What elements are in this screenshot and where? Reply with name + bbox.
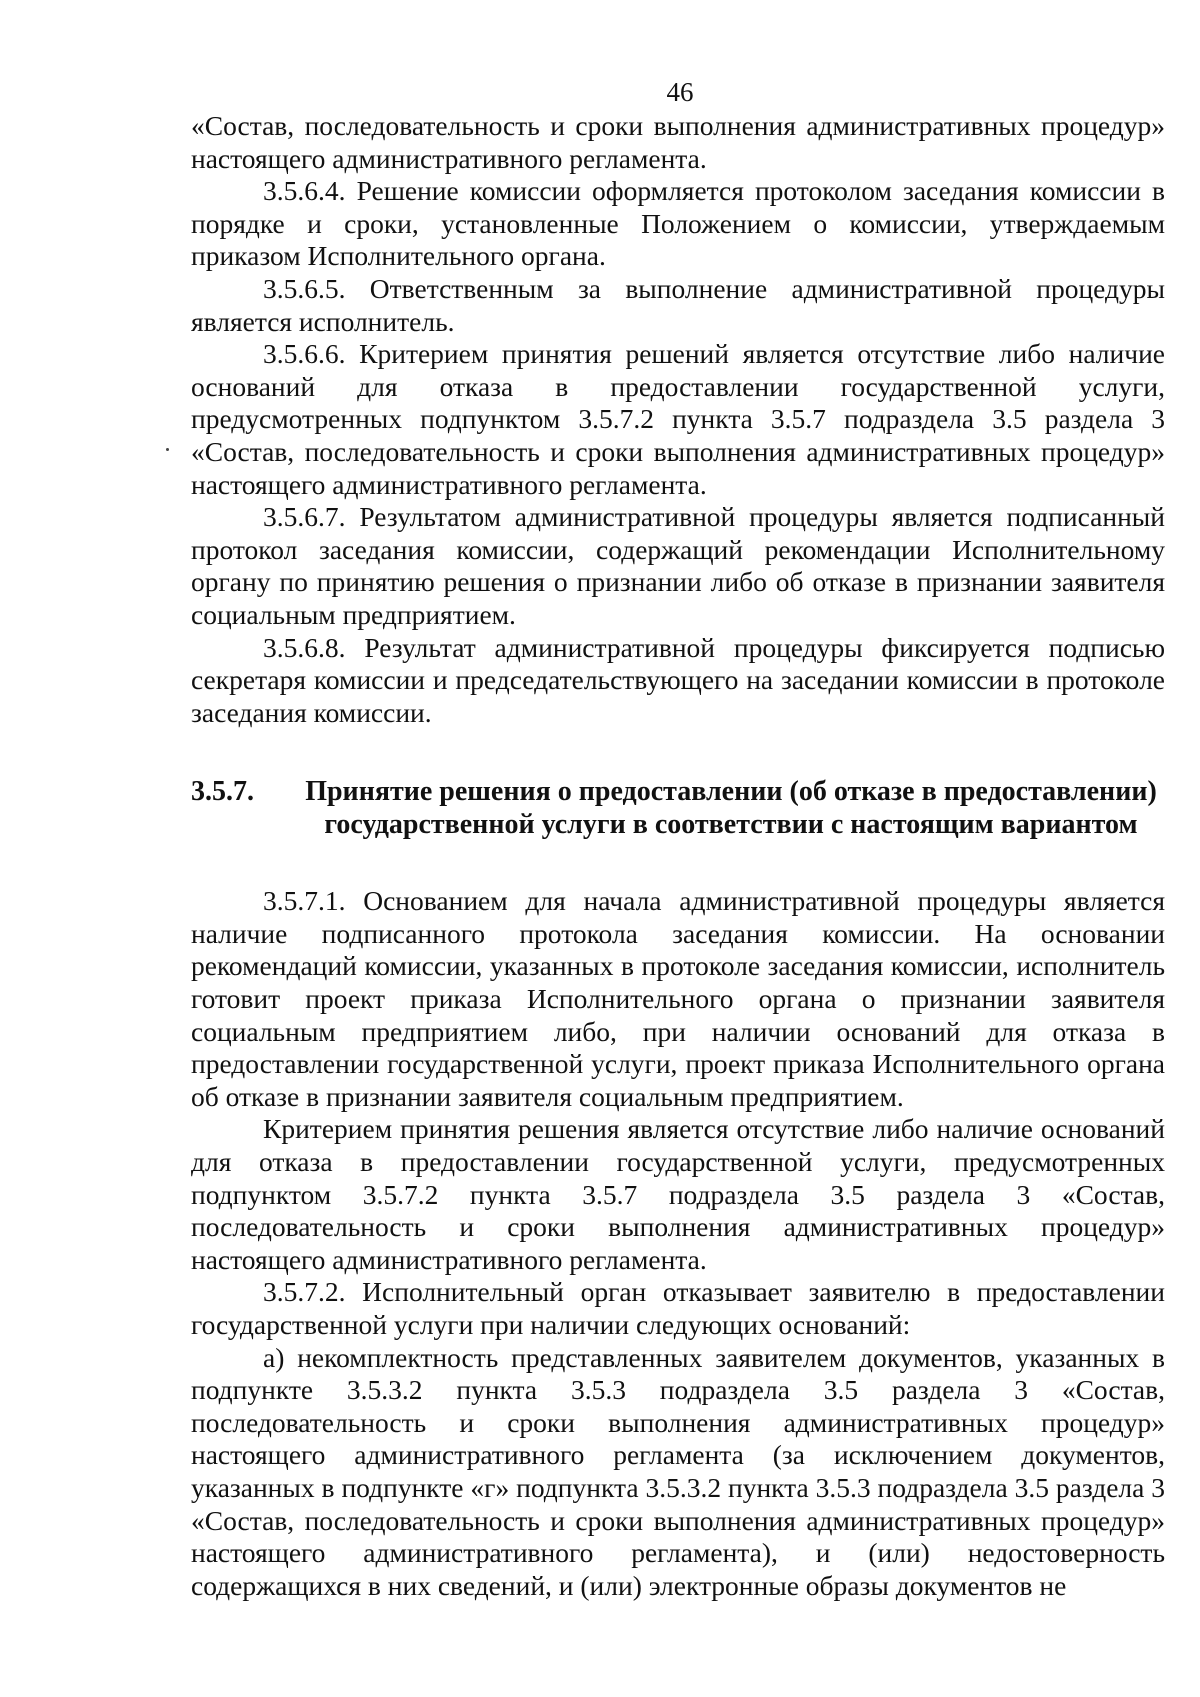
section-title-line: государственной услуги в соответствии с настоящим вариантом — [324, 809, 1138, 841]
paragraph: Критерием принятия решения является отсутствие либо наличие оснований для отказа в предоставлении государственной услуги, предусмотренных подпунктом 3.5.7.2 пункта 3.5.7 подраздела 3.5 раздела 3 «Состав, последовательность и сроки выполнения административных процедур» настоящего административного регламента. — [191, 1113, 1165, 1275]
document-body — [191, 110, 1165, 1602]
paragraph: 3.5.6.8. Результат административной процедуры фиксируется подписью секретаря комиссии и председательствующего на заседании комиссии в протоколе заседания комиссии. — [191, 631, 1165, 728]
scan-mark — [166, 448, 169, 451]
paragraph: 3.5.6.6. Критерием принятия решений является отсутствие либо наличие оснований для отказа в предоставлении государственной услуги, предусмотренных подпунктом 3.5.7.2 пункта 3.5.7 подраздела 3.5 раздела 3 «Состав, последовательность и сроки выполнения административных процедур» настоящего административного регламента. — [191, 338, 1165, 500]
paragraph: 3.5.6.5. Ответственным за выполнение административной процедуры является исполнитель. — [191, 272, 1165, 337]
paragraph: 3.5.7.2. Исполнительный орган отказывает заявителю в предоставлении государственной услуги при наличии следующих оснований: — [191, 1276, 1165, 1340]
paragraph: 3.5.7.1. Основанием для начала административной процедуры является наличие подписанного протокола заседания комиссии. На основании рекомендаций комиссии, указанных в протоколе заседания комиссии, исполнитель готовит проект приказа Исполнительного органа о признании заявителя социальным предприятием либо, при наличии оснований для отказа в предоставлении государственной услуги, проект приказа Исполнительного органа об отказе в признании заявителя социальным предприятием. — [191, 885, 1165, 1112]
paragraph: «Состав, последовательность и сроки выполнения административных процедур» настоящего административного регламента. — [191, 110, 1165, 174]
paragraph: 3.5.6.7. Результатом административной процедуры является подписанный протокол заседания комиссии, содержащий рекомендации Исполнительному органу по принятию решения о признании либо об отказе в признании заявителя социальным предприятием. — [191, 501, 1165, 630]
paragraph: 3.5.6.4. Решение комиссии оформляется протоколом заседания комиссии в порядке и сроки, установленные Положением о комиссии, утверждаемым приказом Исполнительного органа. — [191, 175, 1165, 272]
paragraph: а) некомплектность представленных заявителем документов, указанных в подпункте 3.5.3.2 пункта 3.5.3 подраздела 3.5 раздела 3 «Состав, последовательность и сроки выполнения административных процедур» настоящего административного регламента (за исключением документов, указанных в подпункте «г» подпункта 3.5.3.2 пункта 3.5.3 подраздела 3.5 раздела 3 «Состав, последовательность и сроки выполнения административных процедур» настоящего административного регламента), и (или) недостоверность содержащихся в них сведений, и (или) электронные образы документов не — [191, 1341, 1165, 1601]
section-heading — [191, 775, 1165, 841]
section-title — [191, 775, 1165, 841]
page-number: 46 — [666, 77, 694, 107]
section-title-line: Принятие решения о предоставлении (об отказе в предоставлении) — [305, 776, 1157, 808]
section-number: 3.5.7. — [191, 776, 254, 808]
